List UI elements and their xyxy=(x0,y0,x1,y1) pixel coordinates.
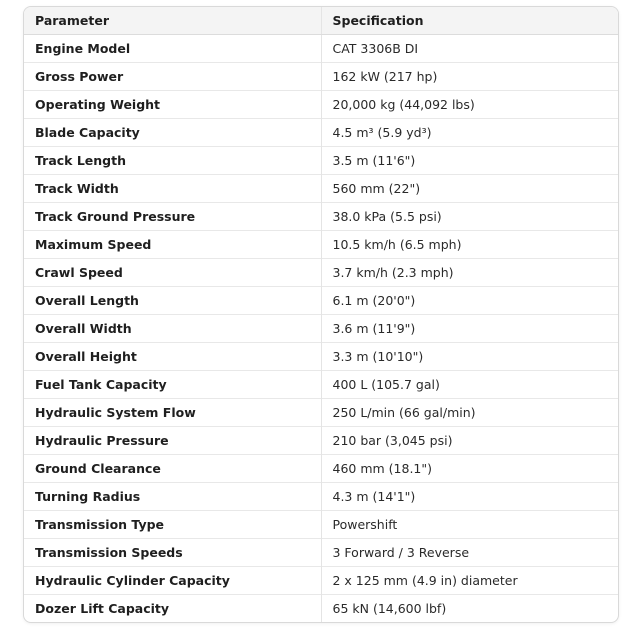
specification-cell: 4.3 m (14'1") xyxy=(321,483,618,511)
table-row xyxy=(24,483,618,511)
table-row xyxy=(24,147,618,175)
specification-cell: Powershift xyxy=(321,511,618,539)
specification-cell: 6.1 m (20'0") xyxy=(321,287,618,315)
table-row xyxy=(24,231,618,259)
specification-cell: 3 Forward / 3 Reverse xyxy=(321,539,618,567)
parameter-cell: Fuel Tank Capacity xyxy=(24,371,321,399)
table-row xyxy=(24,315,618,343)
parameter-cell: Crawl Speed xyxy=(24,259,321,287)
table-row xyxy=(24,175,618,203)
specification-cell: 65 kN (14,600 lbf) xyxy=(321,595,618,623)
parameter-cell: Engine Model xyxy=(35,41,131,56)
specification-cell: 3.7 km/h (2.3 mph) xyxy=(321,259,618,287)
table-row xyxy=(24,35,618,63)
specification-cell: 3.3 m (10'10") xyxy=(321,343,618,371)
parameter-cell: Ground Clearance xyxy=(24,455,321,483)
table-row xyxy=(24,63,618,91)
table-row xyxy=(24,427,618,455)
parameter-cell: Track Width xyxy=(24,175,321,203)
parameter-cell: Transmission Type xyxy=(24,511,321,539)
header-specification: Specification xyxy=(321,7,618,35)
specification-cell: 162 kW (217 hp) xyxy=(321,63,618,91)
table-row xyxy=(24,539,618,567)
specification-cell: 210 bar (3,045 psi) xyxy=(321,427,618,455)
table-row xyxy=(24,371,618,399)
table-row xyxy=(24,287,618,315)
table-row xyxy=(24,91,618,119)
parameter-cell: Gross Power xyxy=(24,63,321,91)
specification-cell: 10.5 km/h (6.5 mph) xyxy=(321,231,618,259)
parameter-cell: Turning Radius xyxy=(24,483,321,511)
parameter-cell: Hydraulic Cylinder Capacity xyxy=(24,567,321,595)
parameter-cell: Hydraulic System Flow xyxy=(24,399,321,427)
parameter-cell: Hydraulic Pressure xyxy=(24,427,321,455)
parameter-cell: Dozer Lift Capacity xyxy=(24,595,321,623)
header-row xyxy=(24,7,618,35)
spec-table xyxy=(24,7,618,622)
table-row xyxy=(24,119,618,147)
parameter-cell: Track Length xyxy=(24,147,321,175)
specification-cell: CAT 3306B DI xyxy=(321,35,618,63)
table-row xyxy=(24,567,618,595)
parameter-cell: Track Ground Pressure xyxy=(24,203,321,231)
table-row xyxy=(24,259,618,287)
specification-cell: 460 mm (18.1") xyxy=(321,455,618,483)
specification-cell: 20,000 kg (44,092 lbs) xyxy=(321,91,618,119)
table-body xyxy=(24,35,618,623)
parameter-cell: Transmission Speeds xyxy=(24,539,321,567)
specification-cell: 2 x 125 mm (4.9 in) diameter xyxy=(321,567,618,595)
parameter-cell: Blade Capacity xyxy=(24,119,321,147)
parameter-cell: Operating Weight xyxy=(24,91,321,119)
header-parameter: Parameter xyxy=(24,7,321,35)
table-header xyxy=(24,7,618,35)
table-row xyxy=(24,595,618,623)
table-row xyxy=(24,455,618,483)
table-row xyxy=(24,343,618,371)
parameter-cell: Overall Height xyxy=(24,343,321,371)
parameter-cell: Overall Width xyxy=(24,315,321,343)
parameter-cell: Overall Length xyxy=(24,287,321,315)
table-row xyxy=(24,511,618,539)
specification-cell: 400 L (105.7 gal) xyxy=(321,371,618,399)
specification-cell: 38.0 kPa (5.5 psi) xyxy=(321,203,618,231)
parameter-cell: Maximum Speed xyxy=(24,231,321,259)
table-row xyxy=(24,399,618,427)
spec-table-container xyxy=(23,6,619,623)
specification-cell: 4.5 m³ (5.9 yd³) xyxy=(321,119,618,147)
specification-cell: 560 mm (22") xyxy=(321,175,618,203)
table-row xyxy=(24,203,618,231)
specification-cell: 3.6 m (11'9") xyxy=(321,315,618,343)
specification-cell: 250 L/min (66 gal/min) xyxy=(321,399,618,427)
specification-cell: 3.5 m (11'6") xyxy=(321,147,618,175)
